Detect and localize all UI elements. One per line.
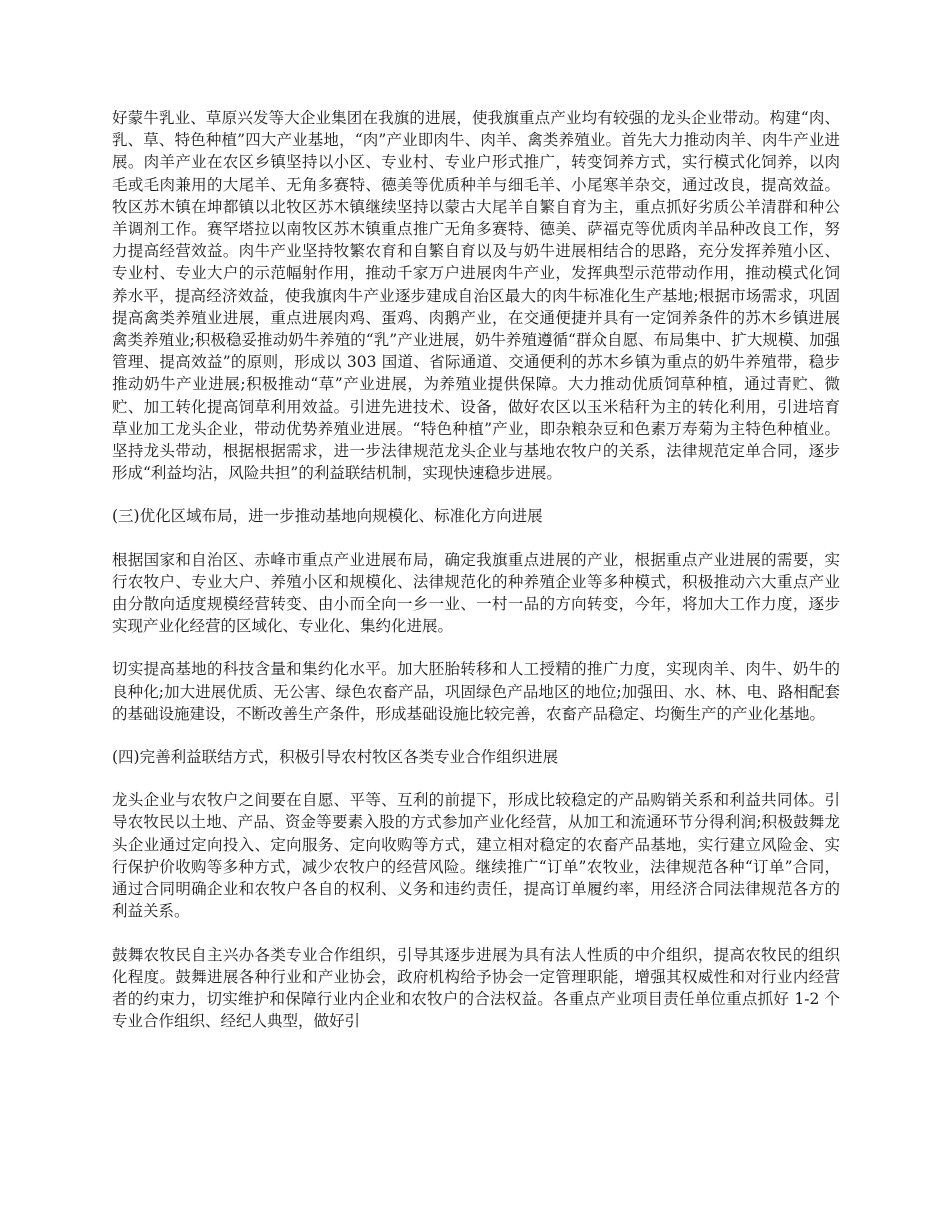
paragraph-gap xyxy=(112,484,840,505)
paragraph-gap xyxy=(112,923,840,944)
paragraph-gap xyxy=(112,725,840,746)
paragraph-gap xyxy=(112,528,840,549)
paragraph-livestock-industries: 好蒙牛乳业、草原兴发等大企业集团在我旗的进展，使我旗重点产业均有较强的龙头企业带动。构建“肉、乳、草、特色种植”四大产业基地，“肉”产业即肉牛、肉羊、禽类养殖业。首先大力推动肉羊、肉牛产业进展。肉羊产业在农区乡镇坚持以小区、专业村、专业户形式推广，转变饲养方式，实行模式化饲养，以肉毛或毛肉兼用的大尾羊、无角多赛特、德美等优质种羊与细毛羊、小尾寒羊杂交，通过改良，提高效益。牧区苏木镇在坤都镇以北牧区苏木镇继续坚持以蒙古大尾羊自繁自育为主，重点抓好劣质公羊清群和种公羊调剂工作。赛罕塔拉以南牧区苏木镇重点推广无角多赛特、德美、萨福克等优质肉羊品种改良工作，努力提高经营效益。肉牛产业坚持牧繁农育和自繁自育以及与奶牛进展相结合的思路，充分发挥养殖小区、专业村、专业大户的示范幅射作用，推动千家万户进展肉牛产业，发挥典型示范带动作用，推动模式化饲养水平，提高经济效益，使我旗肉牛产业逐步建成自治区最大的肉牛标准化生产基地;根据市场需求，巩固提高禽类养殖业进展，重点进展肉鸡、蛋鸡、肉鹅产业，在交通便捷并具有一定饲养条件的苏木乡镇进展禽类养殖业;积极稳妥推动奶牛养殖的“乳”产业进展，奶牛养殖遵循“群众自愿、布局集中、扩大规模、加强管理、提高效益”的原则，形成以 303 国道、省际通道、交通便利的苏木乡镇为重点的奶牛养殖带，稳步推动奶牛产业进展;积极推动“草”产业进展，为养殖业提供保障。大力推动优质饲草种植，通过青贮、微贮、加工转化提高饲草利用效益。引进先进技术、设备，做好农区以玉米秸秆为主的转化利用，引进培育草业加工龙头企业，带动优势养殖业进展。“特色种植”产业，即杂粮杂豆和色素万寿菊为主特色种植业。坚持龙头带动，根据根据需求，进一步法律规范龙头企业与基地农牧户的关系，法律规范定单合同，逐步形成“利益均沾，风险共担”的利益联结机制，实现快速稳步进展。 xyxy=(112,109,840,483)
section-heading-4: (四)完善利益联结方式，积极引导农村牧区各类专业合作组织进展 xyxy=(112,748,559,767)
document-body xyxy=(112,107,840,1032)
paragraph-interest-linkage: 龙头企业与农牧户之间要在自愿、平等、互利的前提下，形成比较稳定的产品购销关系和利益共同体。引导农牧民以土地、产品、资金等要素入股的方式参加产业化经营，从加工和流通环节分得利润;积极鼓舞龙头企业通过定向投入、定向服务、定向收购等方式，建立相对稳定的农畜产品基地，实行建立风险金、实行保护价收购等多种方式，减少农牧户的经营风险。继续推广“订单”农牧业，法律规范各种“订单”合同，通过合同明确企业和农牧户各自的权利、义务和违约责任，提高订单履约率，用经济合同法律规范各方的利益关系。 xyxy=(112,791,840,921)
paragraph-technology-base: 切实提高基地的科技含量和集约化水平。加大胚胎转移和人工授精的推广力度，实现肉羊、肉牛、奶牛的良种化;加大进展优质、无公害、绿色农畜产品，巩固绿色产品地区的地位;加强田、水、林、电、路相配套的基础设施建设，不断改善生产条件，形成基础设施比较完善，农畜产品稳定、均衡生产的产业化基地。 xyxy=(112,660,840,723)
paragraph-cooperatives: 鼓舞农牧民自主兴办各类专业合作组织，引导其逐步进展为具有法人性质的中介组织，提高农牧民的组织化程度。鼓舞进展各种行业和产业协会，政府机构给予协会一定管理职能，增强其权威性和对行业内经营者的约束力，切实维护和保障行业内企业和农牧户的合法权益。各重点产业项目责任单位重点抓好 1-2 个专业合作组织、经纪人典型，做好引 xyxy=(112,945,840,1031)
paragraph-regional-layout: 根据国家和自治区、赤峰市重点产业进展布局，确定我旗重点进展的产业，根据重点产业进展的需要，实行农牧户、专业大户、养殖小区和规模化、法律规范化的种养殖企业等多种模式，积极推动六大重点产业由分散向适度规模经营转变、由小而全向一乡一业、一村一品的方向转变，今年，将加大工作力度，逐步实现产业化经营的区域化、专业化、集约化进展。 xyxy=(112,550,840,636)
section-heading-3: (三)优化区域布局，进一步推动基地向规模化、标准化方向进展 xyxy=(112,507,543,526)
paragraph-gap xyxy=(112,637,840,658)
paragraph-gap xyxy=(112,768,840,789)
